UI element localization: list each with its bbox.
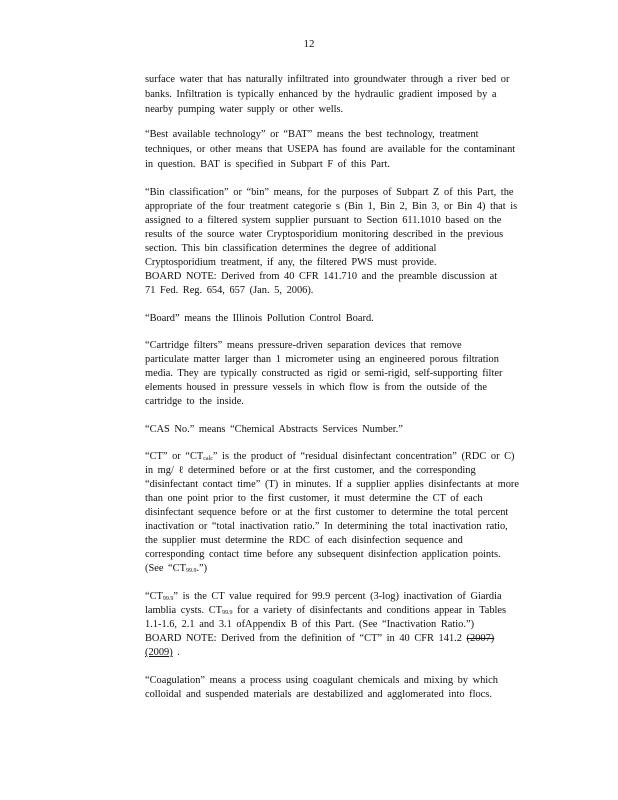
subscript: 99.9	[162, 596, 174, 602]
text-run: lamblia cysts. CT	[145, 605, 223, 616]
text-run: (See “CT	[145, 563, 186, 574]
text-line: nearby pumping water supply or other wells.	[145, 104, 344, 115]
text-run: .”)	[196, 563, 208, 574]
text-line: “Bin classification” or “bin” means, for the purposes of Subpart Z of this Part, the	[145, 187, 514, 198]
text-run: .	[172, 647, 180, 658]
text-line: techniques, or other means that USEPA has found are available for the contaminant	[145, 144, 516, 155]
text-line: results of the source water Cryptosporidium monitoring described in the previous	[145, 229, 504, 240]
text-line: disinfectant sequence before or at the first customer to determine the total percent	[145, 507, 509, 518]
text-run: ” is the CT value required for 99.9 percent (3-log) inactivation of Giardia	[173, 591, 502, 602]
text-line: inactivation or “total inactivation ratio.” In determining the total inactivation ratio,	[145, 521, 508, 532]
text-run: “CT	[145, 591, 163, 602]
text-line: corresponding contact time before any subsequent disinfection application points.	[145, 549, 501, 560]
text-line: surface water that has naturally infiltrated into groundwater through a river bed or	[145, 74, 510, 85]
text-run: BOARD NOTE: Derived from the definition of “CT” in 40 CFR 141.2	[145, 633, 467, 644]
text-line: section. This bin classification determines the degree of additional	[145, 243, 437, 254]
text-run: for a variety of disinfectants and conditions appear in Tables	[232, 605, 507, 616]
text-line: the supplier must determine the RDC of each disinfection sequence and	[145, 535, 463, 546]
page-number: 12	[303, 38, 315, 50]
text-line: colloidal and suspended materials are destabilized and agglomerated into flocs.	[145, 689, 492, 700]
text-line: elements housed in pressure vessels in which flow is from the outside of the	[145, 382, 487, 393]
text-line: “disinfectant contact time” (T) in minutes. If a supplier applies disinfectants at more	[145, 479, 519, 490]
text-line: banks. Infiltration is typically enhanced by the hydraulic gradient imposed by a	[145, 89, 497, 100]
text-line: “Board” means the Illinois Pollution Control Board.	[145, 313, 374, 324]
text-line: Cryptosporidium treatment, if any, the filtered PWS must provide.	[145, 257, 437, 268]
text-run: ” is the product of “residual disinfectant concentration” (RDC or C)	[212, 451, 515, 462]
text-line	[145, 647, 555, 659]
text-line: 71 Fed. Reg. 654, 657 (Jan. 5, 2006).	[145, 285, 314, 296]
text-run: “CT” or “CT	[145, 451, 204, 462]
text-line: particulate matter larger than 1 micrometer using an engineered porous filtration	[145, 354, 499, 365]
subscript: 99.9	[185, 568, 197, 574]
text-line	[145, 591, 555, 605]
text-line: media. They are typically constructed as rigid or semi-rigid, self-supporting filter	[145, 368, 503, 379]
text-line: “Best available technology” or “BAT” means the best technology, treatment	[145, 129, 479, 140]
text-line: in question. BAT is specified in Subpart F of this Part.	[145, 159, 390, 170]
text-line: “CAS No.” means “Chemical Abstracts Services Number.”	[145, 424, 403, 435]
subscript: 99.9	[222, 610, 233, 616]
text-line: appropriate of the four treatment categorie s (Bin 1, Bin 2, Bin 3, or Bin 4) that is	[145, 201, 518, 212]
text-line: “Coagulation” means a process using coagulant chemicals and mixing by which	[145, 675, 498, 686]
board-note-line	[145, 633, 555, 645]
text-line: assigned to a filtered system supplier pursuant to Section 611.1010 based on the	[145, 215, 502, 226]
struck-text: (2007)	[466, 633, 495, 644]
inserted-text: (2009)	[145, 647, 173, 658]
subscript: calc	[203, 456, 213, 462]
text-line: in mg/ ℓ determined before or at the first customer, and the corresponding	[145, 465, 476, 476]
text-line: 1.1-1.6, 2.1 and 3.1 ofAppendix B of this Part. (See “Inactivation Ratio.”)	[145, 619, 475, 630]
text-line	[145, 563, 555, 577]
text-line	[145, 451, 555, 465]
text-line: cartridge to the inside.	[145, 396, 244, 407]
text-line: than one point prior to the first customer, it must determine the CT of each	[145, 493, 483, 504]
text-line: “Cartridge filters” means pressure-driven separation devices that remove	[145, 340, 462, 351]
board-note-line: BOARD NOTE: Derived from 40 CFR 141.710 and the preamble discussion at	[145, 271, 498, 282]
text-line	[145, 605, 555, 619]
